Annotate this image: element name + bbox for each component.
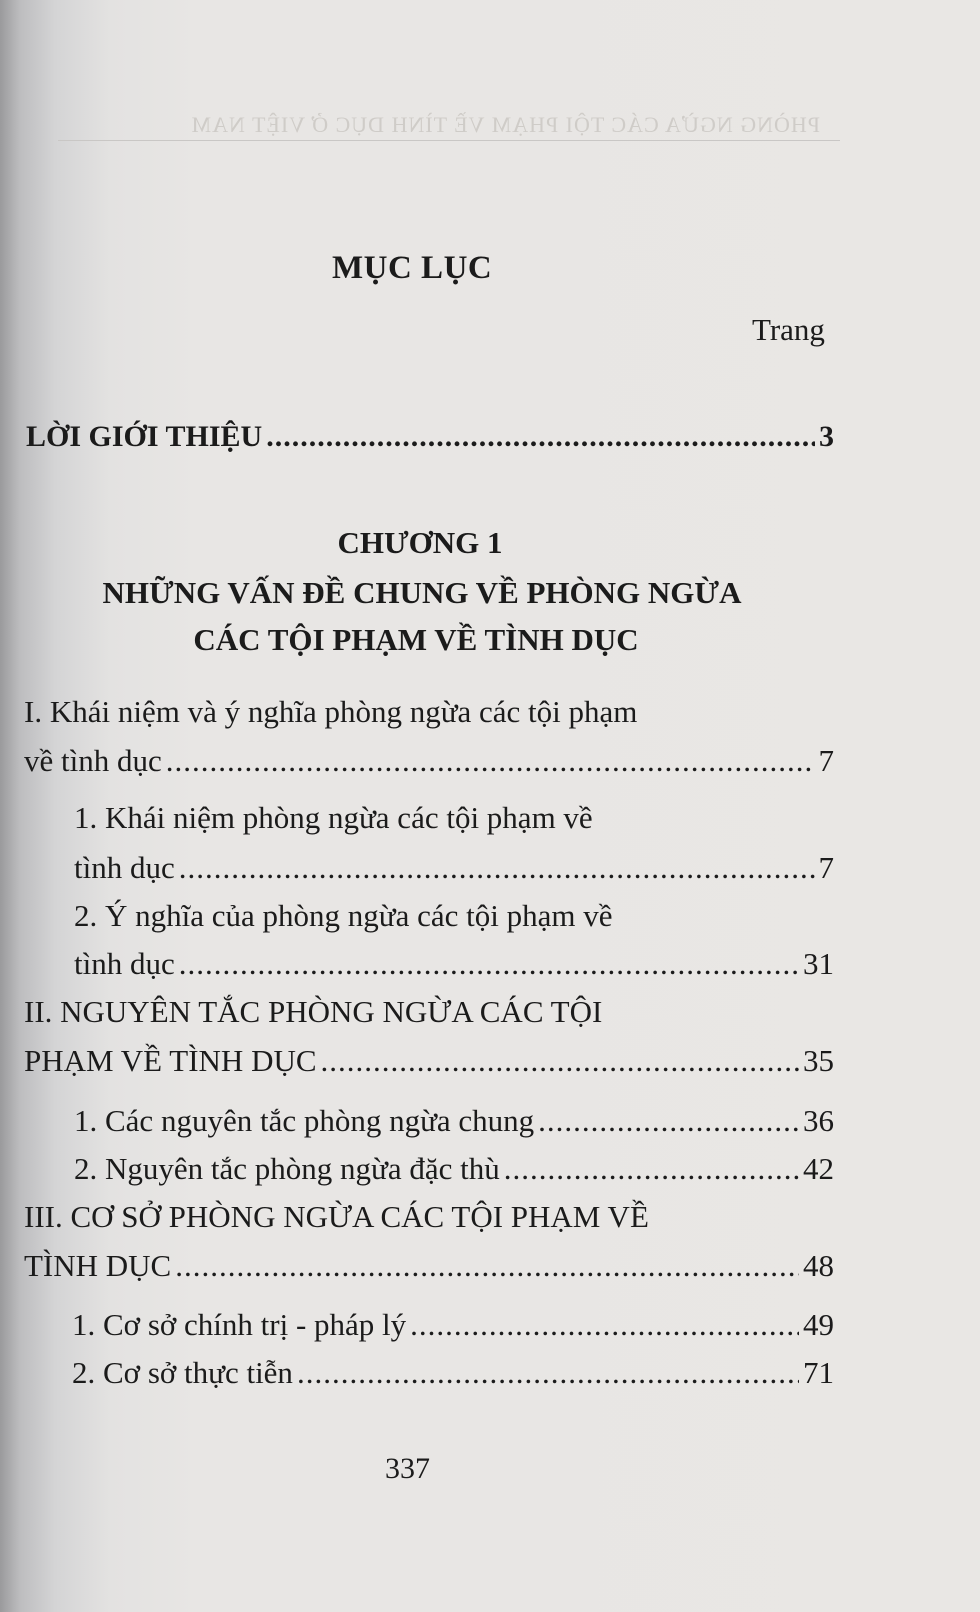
leader-dots: [321, 1043, 799, 1079]
section-1-heading-line1[interactable]: [24, 694, 770, 730]
section-2-heading-line2[interactable]: [24, 1043, 834, 1079]
toc-page-number: 48: [803, 1248, 834, 1283]
toc-entry-label: TÌNH DỤC: [24, 1248, 172, 1283]
leader-dots: [179, 850, 815, 886]
leader-dots: [179, 946, 799, 982]
chapter-title-line2: CÁC TỘI PHẠM VỀ TÌNH DỤC: [193, 622, 639, 657]
section-3-text: III. CƠ SỞ PHÒNG NGỪA CÁC TỘI PHẠM VỀ: [24, 1199, 649, 1234]
toc-entry-2-1[interactable]: [74, 1103, 834, 1139]
toc-entry-label: tình dục: [74, 850, 175, 885]
leader-dots: [266, 420, 815, 454]
leader-dots: [538, 1103, 799, 1139]
chapter-number: CHƯƠNG 1: [337, 525, 503, 560]
toc-entry-1-1-line1[interactable]: [74, 800, 740, 836]
toc-page-number: 7: [818, 743, 834, 778]
chapter-title-line1: NHỮNG VẤN ĐỀ CHUNG VỀ PHÒNG NGỪA: [102, 575, 742, 610]
toc-page-number: 71: [803, 1355, 834, 1390]
toc-entry-3-1[interactable]: [72, 1307, 834, 1343]
toc-page-number: 35: [803, 1043, 834, 1078]
leader-dots: [175, 1248, 799, 1284]
toc-page-number: 42: [803, 1151, 834, 1186]
toc-entry-3-2[interactable]: [72, 1355, 834, 1391]
toc-page-number: 31: [803, 946, 834, 981]
toc-entry-2-2[interactable]: [74, 1151, 834, 1187]
toc-page-number: 49: [803, 1307, 834, 1342]
toc-page-number: 3: [819, 420, 834, 453]
leader-dots: [410, 1307, 799, 1343]
leader-dots: [504, 1151, 799, 1187]
toc-entry-label: PHẠM VỀ TÌNH DỤC: [24, 1043, 317, 1078]
toc-entry-intro[interactable]: [26, 420, 834, 454]
toc-entry-label: 2. Nguyên tắc phòng ngừa đặc thù: [74, 1151, 500, 1186]
toc-title: MỤC LỤC: [332, 250, 493, 286]
toc-entry-1-2-line1[interactable]: [74, 898, 740, 934]
page-number: 337: [385, 1452, 430, 1485]
leader-dots: [166, 743, 815, 779]
header-rule: [58, 140, 840, 141]
toc-entry-1-2-line2[interactable]: [74, 946, 834, 982]
toc-page-number: 36: [803, 1103, 834, 1138]
section-1-text: I. Khái niệm và ý nghĩa phòng ngừa các tội phạm: [24, 694, 638, 729]
toc-entry-label: LỜI GIỚI THIỆU: [26, 420, 263, 453]
toc-entry-label: về tình dục: [24, 743, 162, 778]
page-column-label: Trang: [752, 312, 825, 347]
section-3-heading-line2[interactable]: [24, 1248, 834, 1284]
section-2-text: II. NGUYÊN TẮC PHÒNG NGỪA CÁC TỘI: [24, 994, 603, 1029]
toc-entry-label: 1. Cơ sở chính trị - pháp lý: [72, 1307, 407, 1342]
toc-entry-label: 2. Cơ sở thực tiễn: [72, 1355, 293, 1390]
section-2-heading-line1[interactable]: [24, 994, 764, 1030]
section-3-heading-line1[interactable]: [24, 1199, 764, 1235]
toc-page-number: 7: [818, 850, 834, 885]
section-1-heading-line2[interactable]: [24, 743, 834, 779]
toc-entry-1-1-line2[interactable]: [74, 850, 834, 886]
toc-entry-label: 1. Khái niệm phòng ngừa các tội phạm về: [74, 800, 593, 835]
show-through-running-header: PHÒNG NGỪA CÁC TỘI PHẠM VỀ TÌNH DỤC Ở VIỆT NAM: [190, 112, 820, 137]
toc-entry-label: 1. Các nguyên tắc phòng ngừa chung: [74, 1103, 535, 1138]
toc-entry-label: tình dục: [74, 946, 175, 981]
toc-entry-label: 2. Ý nghĩa của phòng ngừa các tội phạm về: [74, 898, 613, 933]
leader-dots: [297, 1355, 799, 1391]
